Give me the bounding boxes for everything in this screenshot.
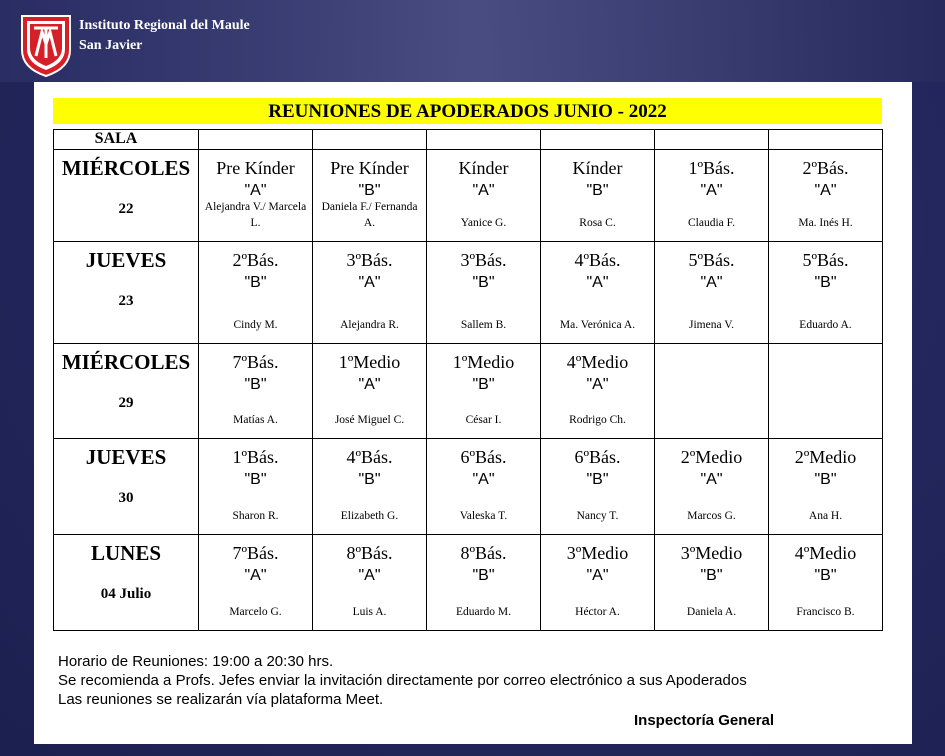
class-cell — [769, 242, 883, 344]
class-section: "A" — [586, 567, 609, 584]
header-empty-cell — [427, 130, 541, 150]
class-section: "B" — [472, 376, 495, 393]
day-name: JUEVES — [85, 445, 167, 469]
class-section: "B" — [472, 274, 495, 291]
institution-name-line2: San Javier — [79, 38, 143, 53]
day-name: LUNES — [90, 541, 162, 565]
class-name: Pre Kínder — [330, 158, 409, 178]
class-section: "A" — [358, 376, 381, 393]
class-section: "B" — [244, 274, 267, 291]
class-cell — [313, 150, 427, 242]
class-name: 8ºBás. — [460, 543, 507, 563]
class-teacher: Luis A. — [352, 606, 387, 618]
class-section: "B" — [700, 567, 723, 584]
class-cell — [199, 535, 313, 631]
class-section: "B" — [814, 471, 837, 488]
class-cell — [199, 439, 313, 535]
class-cell — [655, 344, 769, 439]
day-cell — [54, 535, 199, 631]
schedule-row — [54, 344, 883, 439]
class-cell — [655, 439, 769, 535]
class-teacher: Alejandra V./ Marcela L. — [204, 201, 307, 229]
class-cell — [769, 344, 883, 439]
footer-line-recommendation: Se recomienda a Profs. Jefes enviar la invitación directamente por correo electrónico a sus Apoderados — [58, 672, 747, 689]
class-teacher: Daniela F./ Fernanda A. — [321, 201, 418, 229]
class-cell — [199, 344, 313, 439]
day-name: MIÉRCOLES — [61, 156, 191, 180]
class-teacher: Eduardo A. — [799, 319, 852, 331]
day-cell — [54, 344, 199, 439]
class-cell — [769, 535, 883, 631]
class-name: 2ºBás. — [802, 158, 849, 178]
class-cell — [427, 344, 541, 439]
class-section: "A" — [358, 567, 381, 584]
class-teacher: César I. — [465, 414, 502, 426]
class-section: "B" — [586, 182, 609, 199]
class-section: "A" — [472, 182, 495, 199]
class-name: 4ºBás. — [346, 447, 393, 467]
class-section: "B" — [472, 567, 495, 584]
class-name: 7ºBás. — [232, 543, 279, 563]
header-empty-cell — [313, 130, 427, 150]
class-name: 3ºMedio — [566, 543, 629, 563]
institution-name — [79, 16, 250, 56]
class-cell — [541, 344, 655, 439]
schedule-row — [54, 242, 883, 344]
day-cell — [54, 150, 199, 242]
day-date: 22 — [118, 201, 134, 217]
header-empty-cell — [541, 130, 655, 150]
class-section: "B" — [244, 376, 267, 393]
day-date: 29 — [118, 395, 134, 411]
class-name: 3ºBás. — [346, 250, 393, 270]
header-empty-cell — [199, 130, 313, 150]
class-teacher: Valeska T. — [459, 510, 508, 522]
class-name: 7ºBás. — [232, 352, 279, 372]
class-teacher: Jimena V. — [689, 319, 734, 331]
class-name: 2ºMedio — [680, 447, 743, 467]
class-teacher: Sharon R. — [232, 510, 279, 522]
class-teacher: Marcelo G. — [229, 606, 282, 618]
class-name: 2ºBás. — [232, 250, 279, 270]
class-name: 6ºBás. — [574, 447, 621, 467]
class-cell — [655, 242, 769, 344]
class-cell — [427, 150, 541, 242]
schedule-row — [54, 439, 883, 535]
class-section: "A" — [472, 471, 495, 488]
column-header-sala: SALA — [54, 130, 199, 150]
class-name: 4ºBás. — [574, 250, 621, 270]
class-cell — [427, 242, 541, 344]
class-teacher: Marcos G. — [687, 510, 736, 522]
class-name: 4ºMedio — [566, 352, 629, 372]
class-cell — [769, 150, 883, 242]
class-section: "B" — [814, 567, 837, 584]
class-cell — [313, 344, 427, 439]
class-teacher: Héctor A. — [575, 606, 620, 618]
schedule-table-body — [54, 130, 883, 631]
class-name: 1ºMedio — [338, 352, 401, 372]
class-section: "A" — [586, 376, 609, 393]
class-cell — [655, 150, 769, 242]
day-name: JUEVES — [85, 248, 167, 272]
day-cell — [54, 439, 199, 535]
class-cell — [541, 242, 655, 344]
class-section: "B" — [586, 471, 609, 488]
class-cell — [427, 439, 541, 535]
class-cell — [199, 150, 313, 242]
day-cell — [54, 242, 199, 344]
class-cell — [541, 439, 655, 535]
day-date: 30 — [118, 490, 134, 506]
class-teacher: Matías A. — [233, 414, 278, 426]
class-cell — [199, 242, 313, 344]
class-name: 5ºBás. — [802, 250, 849, 270]
schedule-row — [54, 150, 883, 242]
class-teacher: Ma. Verónica A. — [559, 319, 636, 331]
class-name: 5ºBás. — [688, 250, 735, 270]
class-section: "A" — [814, 182, 837, 199]
class-teacher: Ana H. — [808, 510, 843, 522]
school-crest-logo — [18, 12, 74, 78]
class-cell — [655, 535, 769, 631]
class-teacher: Rosa C. — [579, 217, 616, 229]
class-teacher: José Miguel C. — [334, 414, 405, 426]
class-teacher: Sallem B. — [460, 319, 507, 331]
class-section: "B" — [244, 471, 267, 488]
footer-line-platform: Las reuniones se realizarán vía plataforma Meet. — [58, 691, 384, 708]
class-teacher: Rodrigo Ch. — [569, 414, 626, 426]
footer-line-schedule: Horario de Reuniones: 19:00 a 20:30 hrs. — [58, 653, 334, 670]
class-teacher: Ma. Inés H. — [798, 217, 853, 229]
class-teacher: Eduardo M. — [456, 606, 511, 618]
class-section: "B" — [358, 471, 381, 488]
class-teacher: Cindy M. — [233, 319, 278, 331]
class-teacher: Nancy T. — [576, 510, 619, 522]
class-section: "B" — [358, 182, 381, 199]
class-teacher — [769, 351, 882, 384]
class-name: Kínder — [458, 158, 509, 178]
signature: Inspectoría General — [634, 712, 775, 729]
class-section: "A" — [244, 182, 267, 199]
class-name: 6ºBás. — [460, 447, 507, 467]
class-name: 4ºMedio — [794, 543, 857, 563]
class-cell — [541, 535, 655, 631]
table-header-row — [54, 130, 883, 150]
class-section: "A" — [358, 274, 381, 291]
class-teacher: Alejandra R. — [340, 319, 399, 331]
class-teacher: Elizabeth G. — [340, 510, 399, 522]
class-name: 3ºBás. — [460, 250, 507, 270]
class-cell — [313, 535, 427, 631]
class-section: "A" — [700, 471, 723, 488]
class-teacher — [655, 351, 768, 384]
class-cell — [313, 242, 427, 344]
class-section: "A" — [700, 274, 723, 291]
class-name: 1ºMedio — [452, 352, 515, 372]
day-name: MIÉRCOLES — [61, 350, 191, 374]
schedule-row — [54, 535, 883, 631]
class-section: "A" — [700, 182, 723, 199]
class-name: 1ºBás. — [232, 447, 279, 467]
class-teacher: Yanice G. — [460, 217, 507, 229]
footer-notes — [58, 652, 747, 709]
document-title: REUNIONES DE APODERADOS JUNIO - 2022 — [53, 98, 882, 124]
day-date: 23 — [118, 293, 134, 309]
class-cell — [541, 150, 655, 242]
class-name: 3ºMedio — [680, 543, 743, 563]
header-empty-cell — [655, 130, 769, 150]
schedule-table — [53, 129, 883, 631]
header-empty-cell — [769, 130, 883, 150]
class-name: 8ºBás. — [346, 543, 393, 563]
class-teacher: Daniela A. — [686, 606, 737, 618]
class-cell — [427, 535, 541, 631]
institution-name-line1: Instituto Regional del Maule — [79, 18, 250, 33]
day-date: 04 Julio — [100, 586, 152, 602]
schedule-document — [34, 82, 912, 744]
class-cell — [769, 439, 883, 535]
class-name: 2ºMedio — [794, 447, 857, 467]
class-section: "A" — [244, 567, 267, 584]
class-name: Pre Kínder — [216, 158, 295, 178]
class-name: Kínder — [572, 158, 623, 178]
class-name: 1ºBás. — [688, 158, 735, 178]
class-teacher: Francisco B. — [796, 606, 855, 618]
class-section: "A" — [586, 274, 609, 291]
class-section: "B" — [814, 274, 837, 291]
class-cell — [313, 439, 427, 535]
class-teacher: Claudia F. — [688, 217, 735, 229]
